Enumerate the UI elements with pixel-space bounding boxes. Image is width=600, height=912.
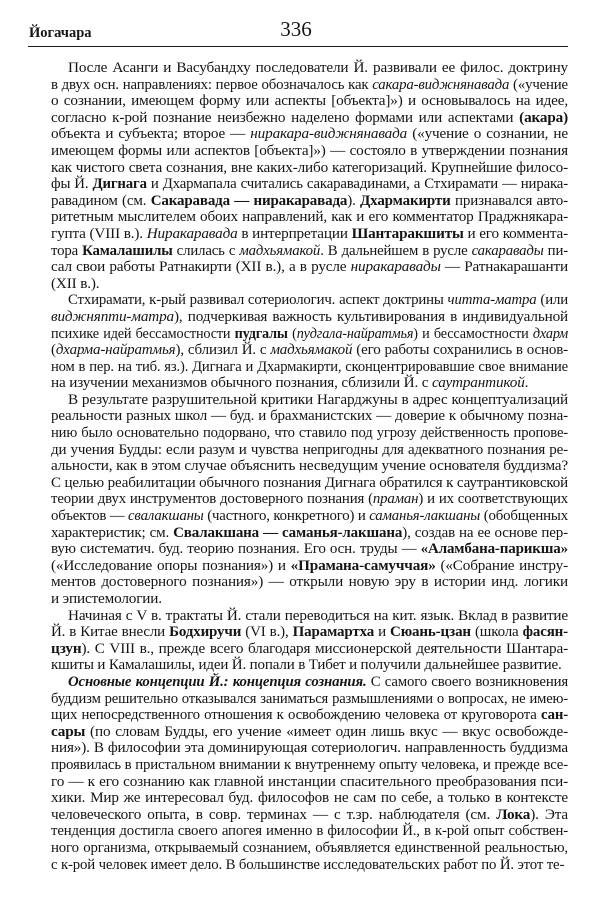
text-line [51, 475, 568, 492]
bold-term: «Прамана-самуччая» [290, 556, 436, 574]
text-run: ния»). В философии эта доминирующая сотериологич. направленность буддизма [51, 739, 568, 757]
page-number [0, 17, 600, 42]
text-run: ) и их соответствующих [418, 491, 568, 508]
text-run: тора [51, 242, 83, 259]
text-line [51, 77, 568, 94]
text-line [51, 740, 568, 757]
text-run: объектов — [51, 508, 128, 525]
text-line [51, 641, 568, 658]
italic-term: дхарма-найратмья [55, 342, 176, 359]
text-run: как чистого света сознания, вне каких-либо категоризаций. Крупнейшие филосо- [51, 158, 568, 176]
text-run: в интерпретации [237, 224, 352, 242]
text-run: о сознании, имеющем форму или аспекты [объекта]») и основывалось на идее, [51, 92, 568, 110]
text-run: ди учения Будды: если разум и чувства непригодны для адекватного познания ре- [51, 441, 568, 458]
text-run: с к-рой человек имеет дело. В большинстве исследовательских работ по Й. этот те- [51, 856, 565, 873]
text-line [51, 442, 568, 459]
running-title: Йогачара [29, 25, 92, 41]
bold-term: Лока [496, 805, 531, 823]
italic-term: виджняпти-матра [51, 307, 174, 325]
bold-term: Сакаравада — ниракаравада [150, 192, 348, 209]
text-line [51, 757, 568, 774]
page-number-text: 336 [280, 17, 312, 41]
italic-term: свалакшаны [128, 508, 204, 525]
text-run: альности, как в этом случае объяснить несведущим учение основателя буддизма? [51, 457, 568, 475]
text-line [51, 60, 568, 77]
text-run: — Ратнакарашанти [440, 258, 568, 276]
text-run: («Исследование опоры познания») и [51, 556, 291, 574]
text-run: («Собрание инстру- [435, 556, 568, 574]
text-line [51, 807, 568, 824]
text-run: гупта (VIII в.). [51, 224, 147, 242]
bold-term: «Аламбана-парикша» [420, 541, 568, 558]
text-run: тенденция достигла своего апогея именно в философии Й., в к-рой опыт собствен- [51, 823, 568, 840]
bold-term: пудгалы [234, 325, 288, 342]
text-line [51, 674, 568, 691]
text-run: равадином (см. [51, 192, 151, 209]
italic-term: Ниракаравада [146, 224, 238, 242]
text-line [51, 93, 568, 110]
italic-term: ниракаравады [350, 258, 441, 276]
text-run: объекта и субъекта; второе — [51, 125, 251, 143]
bold-term: Дигнага [92, 176, 147, 193]
text-run: ), подчеркивая важность культивирования в индивидуальной [174, 307, 568, 325]
text-run: согласно к-рой познание неизбежно наделено формами или аспектами [51, 108, 520, 126]
bold-term: фасян- [522, 624, 568, 641]
text-line [51, 243, 568, 260]
text-line [51, 691, 568, 708]
text-run: и [374, 624, 391, 641]
paragraph-p4 [51, 608, 568, 674]
bold-term: сары [51, 722, 86, 740]
text-line [51, 790, 568, 807]
text-run: щих непосредственного отношения к освобождению человека от круговорота [51, 707, 541, 724]
text-run: нию было основательно подорвано, что ставило под угрозу действенность пропове- [51, 425, 568, 442]
paragraph-p3 [51, 392, 568, 608]
text-run: Стхирамати, к-рый развивал сотериологич. аспект доктрины [68, 292, 448, 309]
text-run: ( [51, 342, 56, 359]
italic-term: сакаравады [471, 242, 544, 259]
text-run: в двух осн. направлениях: первое обозначалось как [51, 76, 373, 93]
text-line [51, 110, 568, 127]
bold-term: цзун [51, 639, 82, 657]
text-run: ( [287, 325, 297, 342]
text-run: ), создав на ее основе пер- [402, 524, 568, 541]
text-run: (обобщенных [480, 508, 568, 525]
text-line [51, 276, 568, 293]
bold-term: Камалашилы [82, 242, 173, 259]
text-run: и Дхармапала считались сакаравадинами, а Стхирамати — нирака- [146, 176, 568, 193]
text-run: («учение [509, 76, 568, 93]
text-line [51, 326, 568, 343]
text-run: (его работы сохранились в основ- [352, 342, 569, 359]
text-line [51, 491, 568, 508]
text-run: буддизм решительно отказывался заниматься размышлениями о вопросах, не имею- [51, 690, 568, 707]
header-rule [28, 46, 568, 47]
text-line [51, 458, 568, 475]
text-line [51, 193, 568, 210]
text-line [51, 259, 568, 276]
text-run: ). С VIII в., прежде всего благодаря миссионерской деятельности Шантара- [81, 639, 568, 657]
text-run: теории двух инструментов достоверного познания ( [51, 491, 373, 508]
text-line [51, 342, 568, 359]
text-line [51, 574, 568, 591]
text-run: ). Эта [530, 805, 569, 823]
text-line [51, 591, 568, 608]
text-run: (XII в.). [51, 274, 100, 292]
text-run: го — к его сознанию как главной инстанции спасительного преобразования пси- [51, 772, 568, 790]
paragraph-p5 [51, 674, 568, 873]
text-run: человеческого опыта, в совр. терминах — с т.зр. наблюдателя (см. [51, 805, 497, 823]
italic-term: ниракара-виджнянавада [250, 125, 408, 143]
text-line [51, 392, 568, 409]
text-run: проявилась в пристальном внимании к внутреннему опыту человека, и прежде все- [51, 756, 568, 773]
text-line [51, 160, 568, 177]
bold-term: Дхармакирти [360, 192, 451, 209]
text-run: психике идей бессамостности [51, 325, 235, 342]
text-run: признавался авто- [450, 192, 568, 209]
text-run: (VI в.), [241, 624, 293, 641]
italic-term: праман [372, 491, 419, 508]
text-line [51, 724, 568, 741]
text-line [51, 292, 568, 309]
text-run: Начиная с V в. трактаты Й. стали переводиться на кит. язык. Вклад в развитие [68, 606, 568, 624]
bold-term: Шантаракшиты [351, 224, 464, 242]
text-line [51, 408, 568, 425]
text-run: ментов достоверного познания») — открыли новую эру в истории инд. логики [51, 573, 568, 591]
italic-term: саманья-лакшаны [369, 508, 481, 525]
text-run: С целью реабилитации обычного познания Дигнага обратился к саутрантиковской [51, 474, 568, 491]
text-run: и эпистемологии. [51, 590, 162, 607]
text-line [51, 608, 568, 625]
text-run: слилась с [172, 242, 240, 259]
text-run: . В дальнейшем в русле [320, 242, 472, 259]
text-line [51, 857, 568, 874]
bold-term: сан- [541, 707, 568, 724]
italic-term: сакара-виджнянавада [372, 76, 510, 93]
text-run: (частного, конкретного) и [203, 508, 370, 525]
bold-term: Основные концепции Й.: концепция сознания. [68, 673, 367, 690]
text-run: ритетным мыслителем обоих направлений, как и его комментатор Праджнякара- [51, 208, 568, 226]
text-run: имеющем формы или аспектов [объекта]») — состояло в утверждении познания [51, 141, 568, 159]
text-run: ) и бессамостности [413, 325, 533, 342]
text-line [51, 707, 568, 724]
text-run: сал свои работы Ратнакирти (XII в.), а в русле [51, 258, 351, 276]
text-line [51, 774, 568, 791]
text-run: В результате разрушительной критики Нагарджуны в адрес концептуализаций [68, 390, 568, 408]
text-line [51, 226, 568, 243]
text-run: реальности разных школ — буд. и брахманистских — доверие к обычному позна- [51, 408, 568, 425]
text-run: ного организма, открываемый сознанием, объявляется единственной реальностью, [51, 839, 568, 856]
text-line [51, 624, 568, 641]
text-run: ), сблизил Й. с [175, 342, 271, 359]
text-line [51, 823, 568, 840]
text-line [51, 425, 568, 442]
text-line [51, 657, 568, 674]
bold-term: Бодхиручи [169, 624, 242, 641]
text-line [51, 209, 568, 226]
bold-term: Сюань-цзан [390, 624, 471, 641]
text-line [51, 558, 568, 575]
text-line [51, 309, 568, 326]
text-run: («учение о сознании, не [407, 125, 568, 143]
text-run: (или [536, 292, 568, 309]
text-run: (школа [470, 624, 523, 641]
text-run: (по словам Будды, его учение «имеет один лишь вкус — вкус освобожде- [85, 722, 568, 740]
text-line [51, 126, 568, 143]
article-body [51, 60, 568, 873]
italic-term: мадхьямакой [239, 242, 321, 259]
text-run: вую систематич. буд. теорию познания. Его осн. труды — [51, 541, 421, 558]
bold-term: Свалакшана — саманья-лакшана [173, 524, 403, 541]
italic-term: мадхьямакой [270, 342, 353, 359]
text-run: Й. в Китае внесли [51, 624, 170, 641]
italic-term: саутрантикой [432, 374, 525, 392]
text-run: ном в пер. на тиб. яз.). Дигнага и Дхармакирти, сконцентрировавшие свое внимание [51, 358, 568, 375]
paragraph-p1 [51, 60, 568, 292]
text-line [51, 176, 568, 193]
text-line [51, 541, 568, 558]
text-run: пи- [543, 242, 569, 259]
italic-term: дхарм [532, 325, 568, 342]
text-run: С самого своего возникновения [366, 673, 569, 690]
text-line [51, 143, 568, 160]
text-line [51, 840, 568, 857]
italic-term: пудгала-найратмья [296, 325, 414, 342]
text-run: фы Й. [51, 176, 93, 193]
text-line [51, 508, 568, 525]
italic-term: читта-матра [447, 292, 537, 309]
text-line [51, 359, 568, 376]
text-run: кшиты и Камалашилы, идеи Й. попали в Тибет и получили дальнейшее развитие. [51, 657, 562, 674]
text-line [51, 525, 568, 542]
text-run: хики. Мир же интересовал буд. философов не сам по себе, а только в контексте [51, 789, 568, 807]
text-run: и его коммента- [463, 224, 568, 242]
text-run: После Асанги и Васубандху последователи Й. развивали ее филос. доктрину [68, 59, 568, 76]
text-run: на изучении механизмов обычного познания, сблизили Й. с [51, 374, 432, 392]
text-run: ). [347, 192, 360, 209]
bold-term: (акара) [519, 108, 568, 126]
text-line [51, 375, 568, 392]
text-run: характеристик; см. [51, 524, 174, 541]
paragraph-p2 [51, 292, 568, 392]
text-run: . [524, 374, 529, 392]
bold-term: Парамартха [292, 624, 375, 641]
